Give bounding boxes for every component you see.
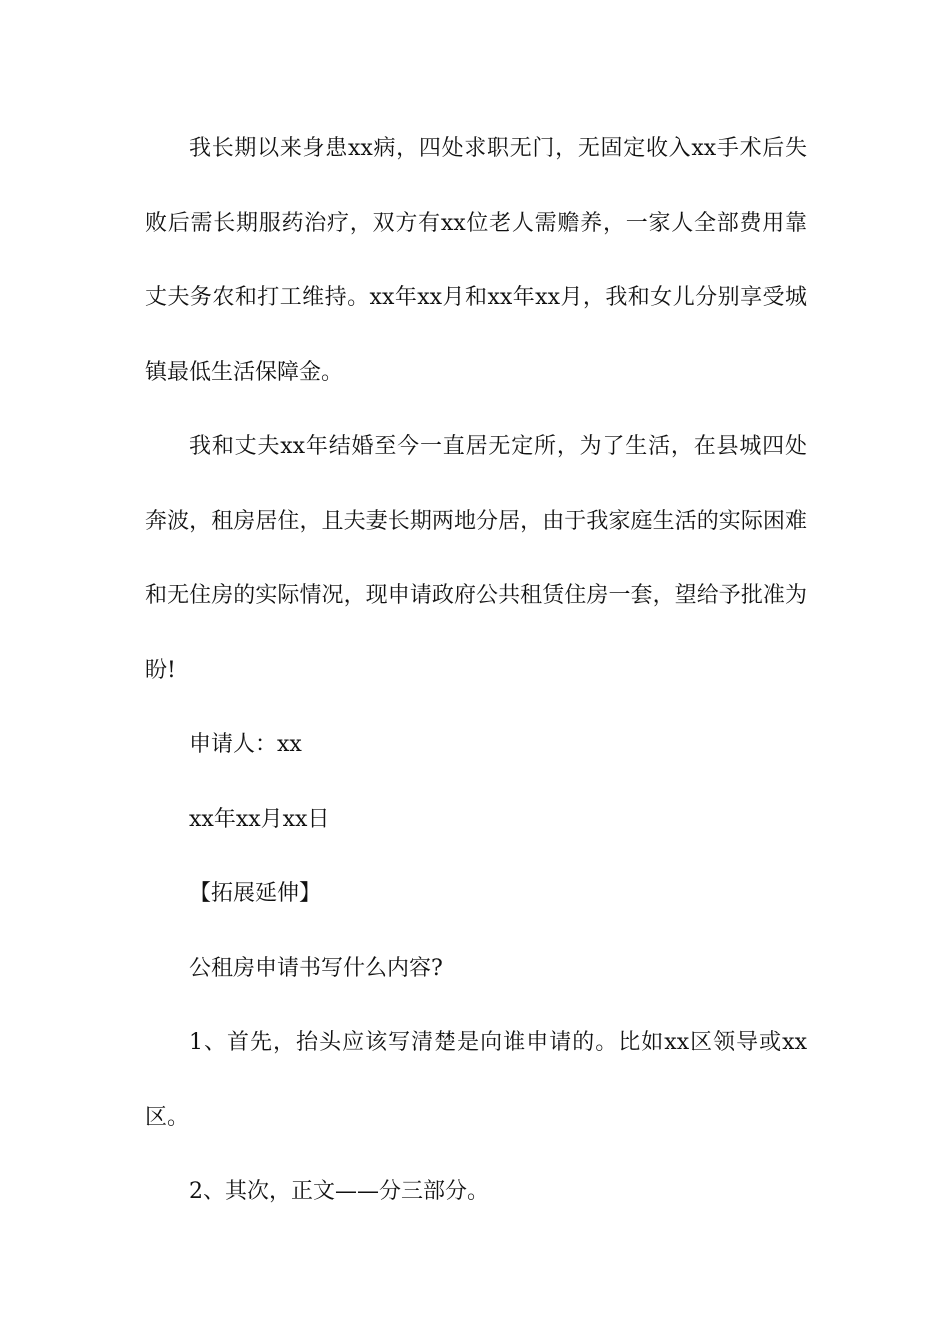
date-line: xx年xx月xx日 [189,806,330,832]
paragraph-housing-request: 我和丈夫xx年结婚至今一直居无定所，为了生活，在县城四处奔波，租房居住，且夫妻长期两地分居，由于我家庭生活的实际困难和无住房的实际情况，现申请政府公共租赁住房一套，望给予批准为盼! [145,434,807,683]
applicant-line: 申请人：xx [189,732,302,757]
question-line: 公租房申请书写什么内容? [189,955,443,981]
list-item-1: 1、首先，抬头应该写清楚是向谁申请的。比如xx区领导或xx区。 [145,1030,807,1130]
list-item-2: 2、其次，正文——分三部分。 [189,1179,489,1204]
paragraph-illness: 我长期以来身患xx病，四处求职无门，无固定收入xx手术后失败后需长期服药治疗，双方有xx位老人需赡养，一家人全部费用靠丈夫务农和打工维持。xx年xx月和xx年xx月，我和女儿分别享受城镇最低生活保障金。 [145,136,807,385]
section-heading-extension: 【拓展延伸】 [189,881,322,906]
document-body [145,112,807,1230]
